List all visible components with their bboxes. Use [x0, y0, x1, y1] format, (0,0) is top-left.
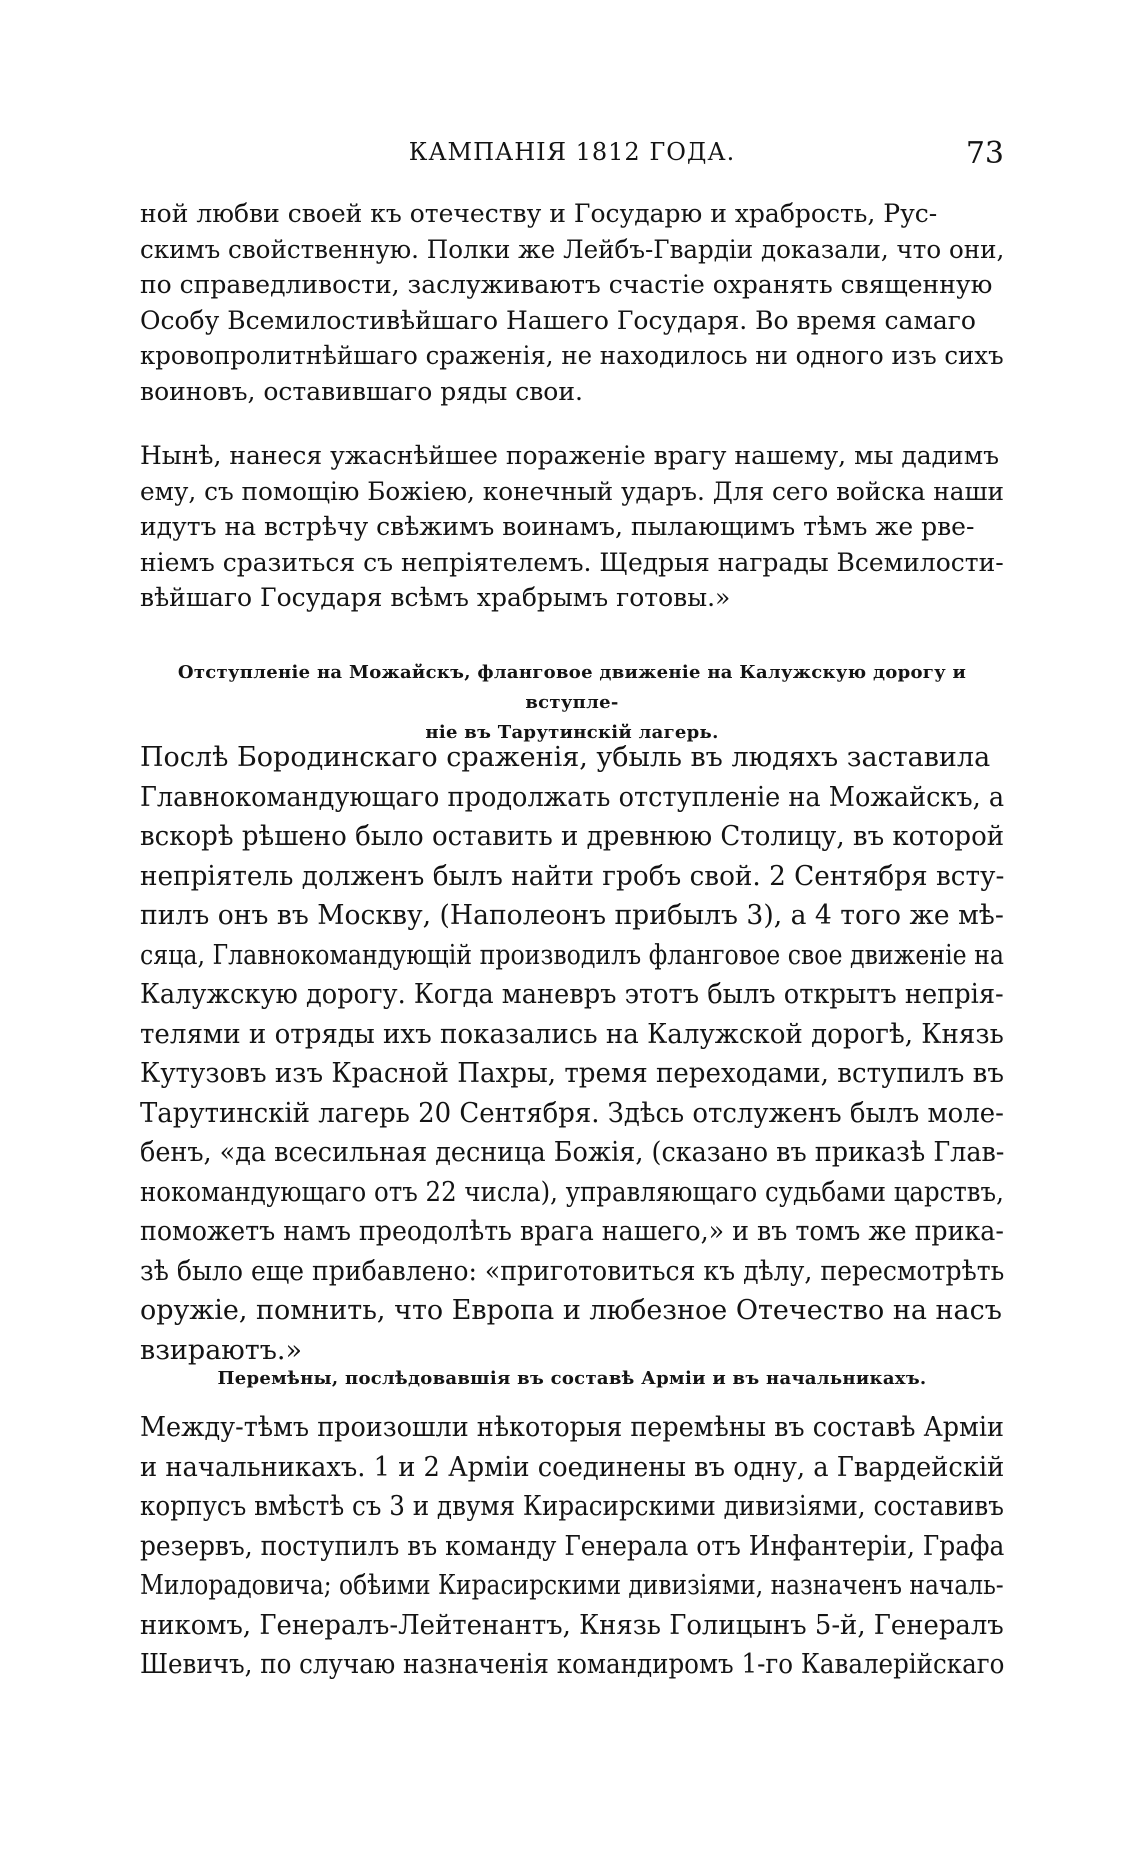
text-line: Шевичъ, по случаю назначенiя командиромъ 1-го Кавалерiйскаго [140, 1649, 1005, 1680]
text-line: взираютъ.» [140, 1334, 303, 1366]
subheading-line: нiе въ Тарутинскiй лагерь. [425, 722, 719, 743]
text-line: бенъ, «да всесильная десница Божiя, (сказано въ приказѣ Глав- [140, 1137, 1005, 1168]
text-line: вѣйшаго Государя всѣмъ храбрымъ готовы.» [140, 583, 731, 612]
text-line: нiемъ сразиться съ непрiятелемъ. Щедрыя награды Всемилости- [140, 547, 1004, 577]
text-line: нокомандующаго отъ 22 числа), управляющаго судьбами царствъ, [140, 1176, 1004, 1208]
text-line: ной любви своей къ отечеству и Государю и храбрость, Рус- [140, 199, 938, 228]
text-line: Милорадовича; обѣими Кирасирскими дивизiями, назначенъ началь- [140, 1570, 1004, 1601]
text-line: зѣ было еще прибавлено: «приготовиться къ дѣлу, пересмотрѣть [140, 1255, 1005, 1287]
text-line: телями и отряды ихъ показались на Калужской дорогѣ, Князь [140, 1018, 1004, 1050]
running-title: КАМПАНIЯ 1812 ГОДА. [408, 138, 736, 166]
paragraph-4 [140, 1408, 1004, 1685]
text-line: вскорѣ рѣшено было оставить и древнюю Столицу, въ которой [140, 821, 1005, 852]
text-line: оружiе, помнить, что Европа и любезное Отечество на насъ [140, 1295, 1002, 1326]
subheading-line: Отступленiе на Можайскъ, фланговое движенiе на Калужскую дорогу и вступле- [177, 662, 967, 713]
text-line: корпусъ вмѣстѣ съ 3 и двумя Кирасирскими дивизiями, составивъ [140, 1491, 1004, 1522]
text-line: Между-тѣмъ произошли нѣкоторыя перемѣны въ составѣ Армiи [140, 1412, 1004, 1443]
text-line: Особу Всемилостивѣйшаго Нашего Государя. Во время самаго [140, 305, 976, 335]
subheading-line: Перемѣны, послѣдовавшiя въ составѣ Армiи и въ начальникахъ. [217, 1368, 927, 1389]
text-line: пилъ онъ въ Москву, (Наполеонъ прибылъ 3), а 4 того же мѣ- [140, 900, 1004, 931]
text-line: Кутузовъ изъ Красной Пахры, тремя переходами, вступилъ въ [140, 1058, 1004, 1089]
section-subheading-2 [140, 1364, 1004, 1394]
text-line: идутъ на встрѣчу свѣжимъ воинамъ, пылающимъ тѣмъ же рве- [140, 512, 975, 541]
page-number: 73 [965, 136, 1004, 171]
paragraph-2 [140, 438, 1004, 616]
page-header [140, 136, 1004, 176]
text-line: поможетъ намъ преодолѣть врага нашего,» и въ томъ же прика- [140, 1216, 1004, 1247]
text-line: Послѣ Бородинскаго сраженiя, убыль въ людяхъ заставила [140, 742, 991, 773]
text-line: никомъ, Генералъ-Лейтенантъ, Князь Голицынъ 5-й, Генералъ [140, 1609, 1004, 1641]
text-line: ему, съ помощiю Божiею, конечный ударъ. Для сего войска наши [140, 476, 1004, 506]
text-line: Главнокомандующаго продолжать отступленiе на Можайскъ, а [140, 781, 1005, 813]
text-line: и начальникахъ. 1 и 2 Армiи соединены въ одну, а Гвардейскiй [140, 1451, 1005, 1483]
text-line: кровопролитнѣйшаго сраженiя, не находилось ни одного изъ сихъ [140, 341, 1004, 370]
paragraph-3 [140, 738, 1004, 1370]
text-line: Нынѣ, нанеся ужаснѣйшее пораженiе врагу нашему, мы дадимъ [140, 441, 1000, 470]
section-subheading-1 [140, 658, 1004, 748]
paragraph-1 [140, 196, 1004, 409]
text-line: воиновъ, оставившаго ряды свои. [140, 376, 583, 406]
text-line: по справедливости, заслуживаютъ счастiе охранять священную [140, 270, 993, 299]
text-line: скимъ свойственную. Полки же Лейбъ-Гвардiи доказали, что они, [140, 234, 1005, 264]
text-line: сяца, Главнокомандующiй производилъ фланговое свое движенiе на [140, 939, 1005, 971]
text-line: Тарутинскiй лагерь 20 Сентября. Здѣсь отслуженъ былъ моле- [140, 1097, 1004, 1129]
text-line: Калужскую дорогу. Когда маневръ этотъ былъ открытъ непрiя- [140, 979, 1004, 1010]
text-line: резервъ, поступилъ въ команду Генерала отъ Инфантерiи, Графа [140, 1530, 1005, 1562]
text-line: непрiятель долженъ былъ найти гробъ свой. 2 Сентября всту- [140, 860, 1005, 892]
